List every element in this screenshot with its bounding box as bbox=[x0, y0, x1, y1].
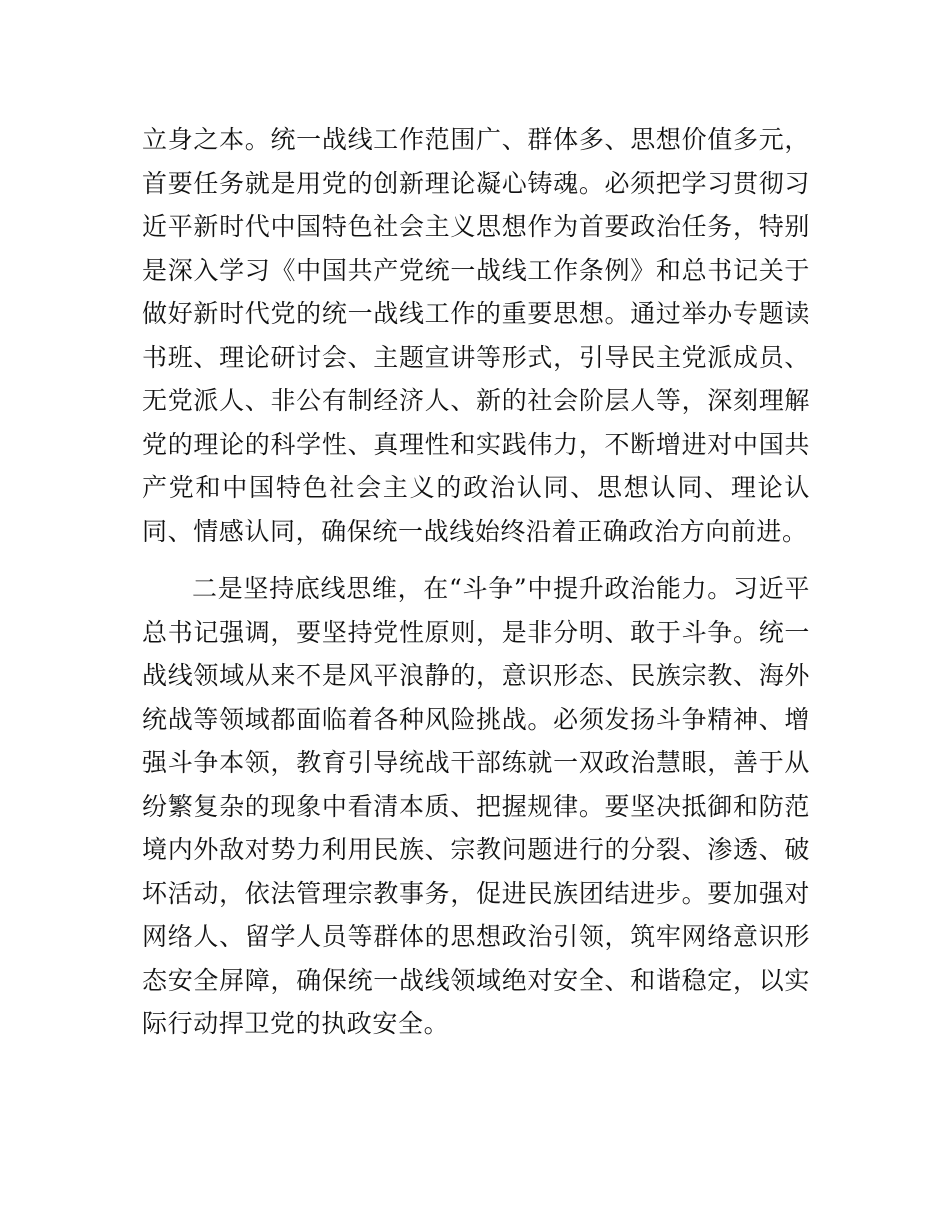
paragraph-bottom-line-thinking: 二是坚持底线思维，在“斗争”中提升政治能力。习近平总书记强调，要坚持党性原则，是非分明、敢于斗争。统一战线领域从来不是风平浪静的，意识形态、民族宗教、海外统战等领域都面临着各种风险挑战。必须发扬斗争精神、增强斗争本领，教育引导统战干部练就一双政治慧眼，善于从纷繁复杂的现象中看清本质、把握规律。要坚决抵御和防范境内外敌对势力利用民族、宗教问题进行的分裂、渗透、破坏活动，依法管理宗教事务，促进民族团结进步。要加强对网络人、留学人员等群体的思想政治引领，筑牢网络意识形态安全屏障，确保统一战线领域绝对安全、和谐稳定，以实际行动捍卫党的执政安全。 bbox=[142, 574, 810, 1038]
document-body bbox=[142, 118, 810, 1046]
paragraph-continuation: 立身之本。统一战线工作范围广、群体多、思想价值多元，首要任务就是用党的创新理论凝心铸魂。必须把学习贯彻习近平新时代中国特色社会主义思想作为首要政治任务，特别是深入学习《中国共产党统一战线工作条例》和总书记关于做好新时代党的统一战线工作的重要思想。通过举办专题读书班、理论研讨会、主题宣讲等形式，引导民主党派成员、无党派人、非公有制经济人、新的社会阶层人等，深刻理解党的理论的科学性、真理性和实践伟力，不断增进对中国共产党和中国特色社会主义的政治认同、思想认同、理论认同、情感认同，确保统一战线始终沿着正确政治方向前进。 bbox=[142, 125, 810, 546]
paragraph-gap bbox=[142, 553, 810, 567]
